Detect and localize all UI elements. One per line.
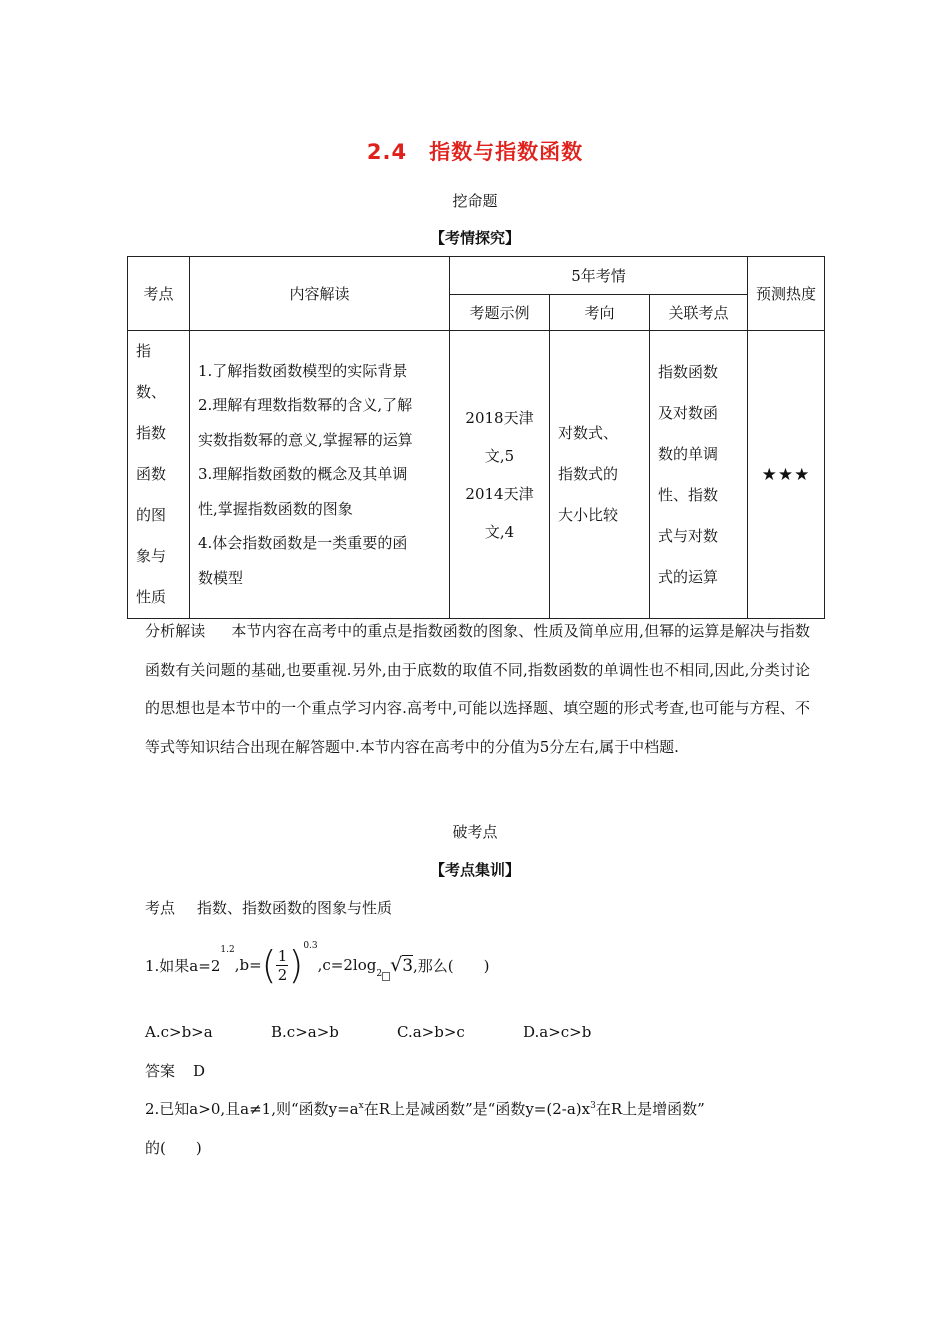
header-direction: 考向 [550,295,650,331]
direction-line: 大小比较 [558,506,619,524]
point-line: 象与 [136,547,167,565]
q1-b-text: ,b= [234,956,262,974]
example-line: 文,4 [484,522,515,541]
q2-line2: 的( ) [145,1139,202,1157]
analysis-label: 分析解读 [145,622,206,640]
q1-c-radicand: 3 [402,955,414,976]
related-line: 式的运算 [658,567,719,586]
part1-heading: 挖命题 [452,192,498,210]
content-line: 1.了解指数函数模型的实际背景 [198,361,408,380]
content-cell [190,331,450,619]
example-line: 文,5 [484,446,515,465]
q2-part3: 在R上是增函数” [595,1100,705,1118]
fraction-denominator: 2 [277,965,288,984]
point-line: 指 [136,342,152,360]
header-content: 内容解读 [190,257,450,331]
right-paren: ) [288,943,304,987]
example-line: 2014天津 [465,484,534,503]
content-line: 2.理解有理数指数幂的含义,了解 [198,396,413,415]
exam-heading: 【考情探究】 [429,229,520,247]
direction-line: 对数式、 [558,424,619,442]
q1-b-exponent: 0.3 [303,941,318,951]
related-cell [650,331,748,619]
question-2 [145,1098,705,1119]
q1-a-text: 1.如果a=2 [145,956,221,975]
exam-table [127,256,825,619]
fraction-numerator: 1 [277,946,288,965]
q1-tail: ,那么( ) [413,956,490,975]
content-line: 性,掌握指数函数的图象 [198,499,353,518]
q1-a-exponent: 1.2 [220,945,235,955]
q1-c-text: ,c=2log [317,956,377,974]
examples-cell [450,331,550,619]
point-line: 数、 [136,383,167,401]
q1-options [145,1023,649,1041]
header-years: 5年考情 [450,257,748,295]
analysis-text: 本节内容在高考中的重点是指数函数的图象、性质及简单应用,但幂的运算是解决与指数函数有关问题的基础,也要重视.另外,由于底数的取值不同,指数函数的单调性也不相同,因此,分类讨论的思想也是本节中的一个重点学习内容.高考中,可能以选择题、填空题的形式考查,也可能与方程、不等式等知识结合出现在解答题中.本节内容在高考中的分值为5分左右,属于中档题. [145,622,810,756]
q1-option-a: A.c>b>a [145,1023,213,1041]
q1-option-b: B.c>a>b [271,1023,339,1041]
related-line: 指数函数 [658,362,719,381]
related-line: 数的单调 [658,444,719,463]
point-line: 指数 [136,424,167,442]
related-line: 式与对数 [658,526,719,545]
q1-option-d: D.a>c>b [523,1023,592,1041]
point-cell [128,331,190,619]
header-heat: 预测热度 [748,257,825,331]
direction-line: 指数式的 [558,465,619,483]
point-line: 的图 [136,506,167,524]
topic-label: 考点 [145,899,176,917]
topic-text: 指数、指数函数的图象与性质 [197,899,393,917]
q2-part2: 在R上是减函数”是“函数y=(2-a)x [363,1100,591,1118]
q2-exponent-3: 3 [590,1101,596,1111]
q2-exponent-x: x [358,1101,364,1111]
q1-answer [145,1060,205,1081]
related-line: 及对数函 [658,403,719,422]
answer-value: D [193,1062,206,1080]
related-line: 性、指数 [658,485,719,504]
header-example: 考题示例 [450,295,550,331]
answer-label: 答案 [145,1062,176,1080]
fraction [276,947,288,984]
content-line: 4.体会指数函数是一类重要的函 [198,534,408,553]
content-line: 数模型 [198,568,244,587]
header-related: 关联考点 [650,295,748,331]
analysis-paragraph [145,612,810,766]
question-1 [145,937,490,993]
content-line: 3.理解指数函数的概念及其单调 [198,465,408,484]
left-paren: ( [261,943,277,987]
sqrt-icon: √ [390,954,403,976]
q1-option-c: C.a>b>c [397,1023,465,1041]
point-line: 函数 [136,465,167,483]
q1-c-log-base: 2 [376,969,383,979]
header-point: 考点 [128,257,190,331]
example-line: 2018天津 [465,408,534,427]
heat-stars: ★★★ [748,331,825,619]
train-heading: 【考点集训】 [429,861,520,879]
direction-cell [550,331,650,619]
topic-line [145,897,392,918]
content-line: 实数指数幂的意义,掌握幂的运算 [198,430,413,449]
point-line: 性质 [136,588,167,606]
root-index-box [382,972,390,981]
q2-part1: 2.已知a>0,且a≠1,则“函数y=a [145,1100,359,1118]
part2-heading: 破考点 [452,823,498,841]
section-title: 2.4 指数与指数函数 [366,140,584,164]
